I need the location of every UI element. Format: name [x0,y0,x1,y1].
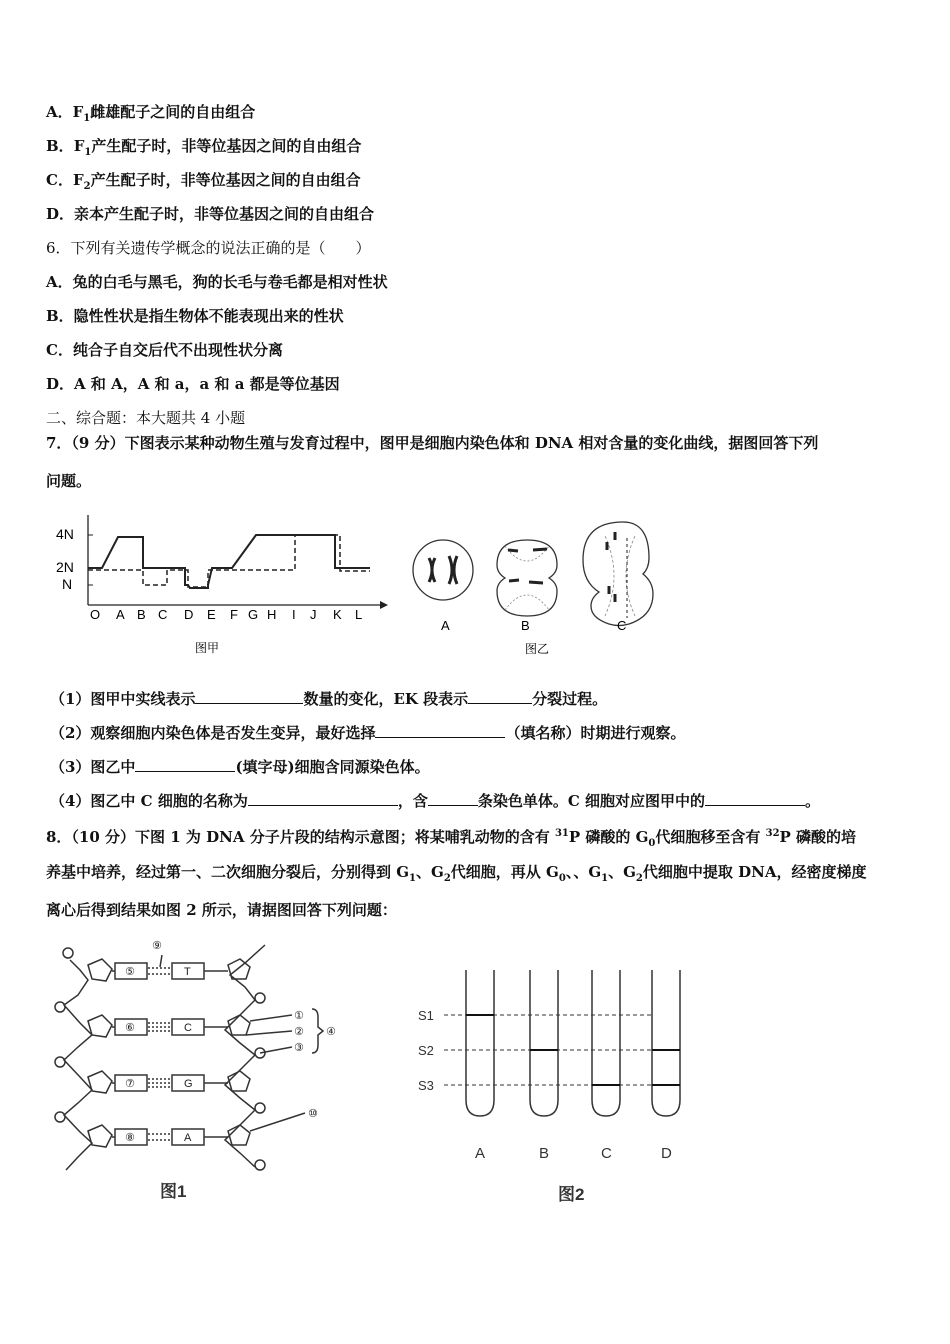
base-g: G [184,1078,193,1090]
q5-option-b: B．$F_1$产生配子时，非等位基因之间的自由组合 [46,137,362,158]
blank[interactable] [468,688,532,704]
x-label-j: J [310,607,317,622]
x-label-b: B [137,607,146,622]
x-label-k: K [333,607,342,622]
q8-stem-line2: 养基中培养，经过第一、二次细胞分裂后，分别得到 $G_1$、$G_2$代细胞，再从 $G_0$、、$G_1$、$G_2$代细胞中提取 DNA，经密度梯度 [46,863,867,884]
y-label-4n: 4N [56,526,74,542]
label-3: ③ [294,1042,304,1054]
label-6: ⑥ [125,1022,135,1034]
q7-sub3: （3）图乙中 (填字母)细胞含同源染色体。 [50,758,430,776]
figure-yi [405,510,675,660]
y-label-n: N [62,576,73,592]
x-label-d: D [184,607,194,622]
x-label-g: G [248,607,259,622]
q6-option-d: D．A 和 A，A 和 a，a 和 a 都是等位基因 [46,375,340,393]
tube-label-c: C [601,1145,612,1162]
q5-option-c: C．$F_2$产生配子时，非等位基因之间的自由组合 [46,171,361,192]
x-label-f: F [230,607,238,622]
figure-1-dna [50,935,360,1210]
y-label-2n: 2N [56,559,74,575]
label-5: ⑤ [125,966,135,978]
q5-option-d: D．亲本产生配子时，非等位基因之间的自由组合 [46,205,375,223]
cell-label-a: A [441,618,450,633]
tube-label-a: A [475,1145,486,1162]
figure-1-caption: 图1 [160,1182,187,1201]
blank[interactable] [705,790,805,806]
label-9: ⑨ [152,940,162,952]
tube-label-b: B [539,1145,550,1162]
figure-yi-caption: 图乙 [525,642,550,656]
cell-label-c: C [617,618,627,633]
q7-sub2: （2）观察细胞内染色体是否发生变异，最好选择 （填名称）时期进行观察。 [50,724,686,742]
figure-jia-caption: 图甲 [195,641,220,655]
x-label-h: H [267,607,277,622]
label-10: ⑩ [308,1108,318,1120]
blank[interactable] [428,790,478,806]
figure-2-caption: 图2 [558,1185,585,1204]
x-label-l: L [355,607,363,622]
label-2: ② [294,1026,304,1038]
q6-option-c: C．纯合子自交后代不出现性状分离 [46,341,283,359]
level-s2: S2 [418,1043,434,1058]
q7-stem-line2: 问题。 [46,472,92,490]
base-a: A [184,1132,192,1144]
x-label-a: A [116,607,125,622]
label-4: ④ [326,1026,336,1038]
q6-option-b: B．隐性性状是指生物体不能表现出来的性状 [46,307,344,325]
cell-label-b: B [521,618,530,633]
x-label-c: C [158,607,168,622]
figure-jia [50,515,390,665]
q7-stem-line1: 7．（9 分）下图表示某种动物生殖与发育过程中，图甲是细胞内染色体和 DNA 相对含量的变化曲线，据图回答下列 [46,434,819,452]
q7-sub1: （1）图甲中实线表示 数量的变化，EK 段表示 分裂过程。 [50,690,608,708]
level-s3: S3 [418,1078,434,1093]
label-7: ⑦ [125,1078,135,1090]
blank[interactable] [135,756,235,772]
q8-stem-line3: 离心后得到结果如图 2 所示，请据图回答下列问题： [46,901,397,919]
label-1: ① [294,1010,304,1022]
blank[interactable] [375,722,505,738]
q8-stem-line1: 8．（10 分）下图 1 为 DNA 分子片段的结构示意图；将某哺乳动物的含有 $^{31}$P 磷酸的 $G_0$代细胞移至含有 $^{32}$P 磷酸的培 [46,828,857,849]
x-label-e: E [207,607,216,622]
q6-option-a: A．兔的白毛与黑毛，狗的长毛与卷毛都是相对性状 [46,273,388,291]
base-c: C [184,1022,192,1034]
figure-2-tubes [410,960,700,1210]
x-label-i: I [292,607,296,622]
base-t: T [184,966,191,978]
blank[interactable] [195,688,303,704]
q5-option-a: A．$F_1$雌雄配子之间的自由组合 [46,103,256,124]
q7-sub4: （4）图乙中 C 细胞的名称为 ，含 条染色单体。C 细胞对应图甲中的 。 [50,792,821,810]
level-s1: S1 [418,1008,434,1023]
chromosome-curve [88,535,370,587]
q6-stem: 6．下列有关遗传学概念的说法正确的是（ ） [46,239,371,257]
section-heading: 二、综合题：本大题共 4 小题 [46,409,246,427]
tube-label-d: D [661,1145,672,1162]
x-label-o: O [90,607,101,622]
blank[interactable] [248,790,398,806]
label-8: ⑧ [125,1132,135,1144]
dna-curve [88,535,370,588]
